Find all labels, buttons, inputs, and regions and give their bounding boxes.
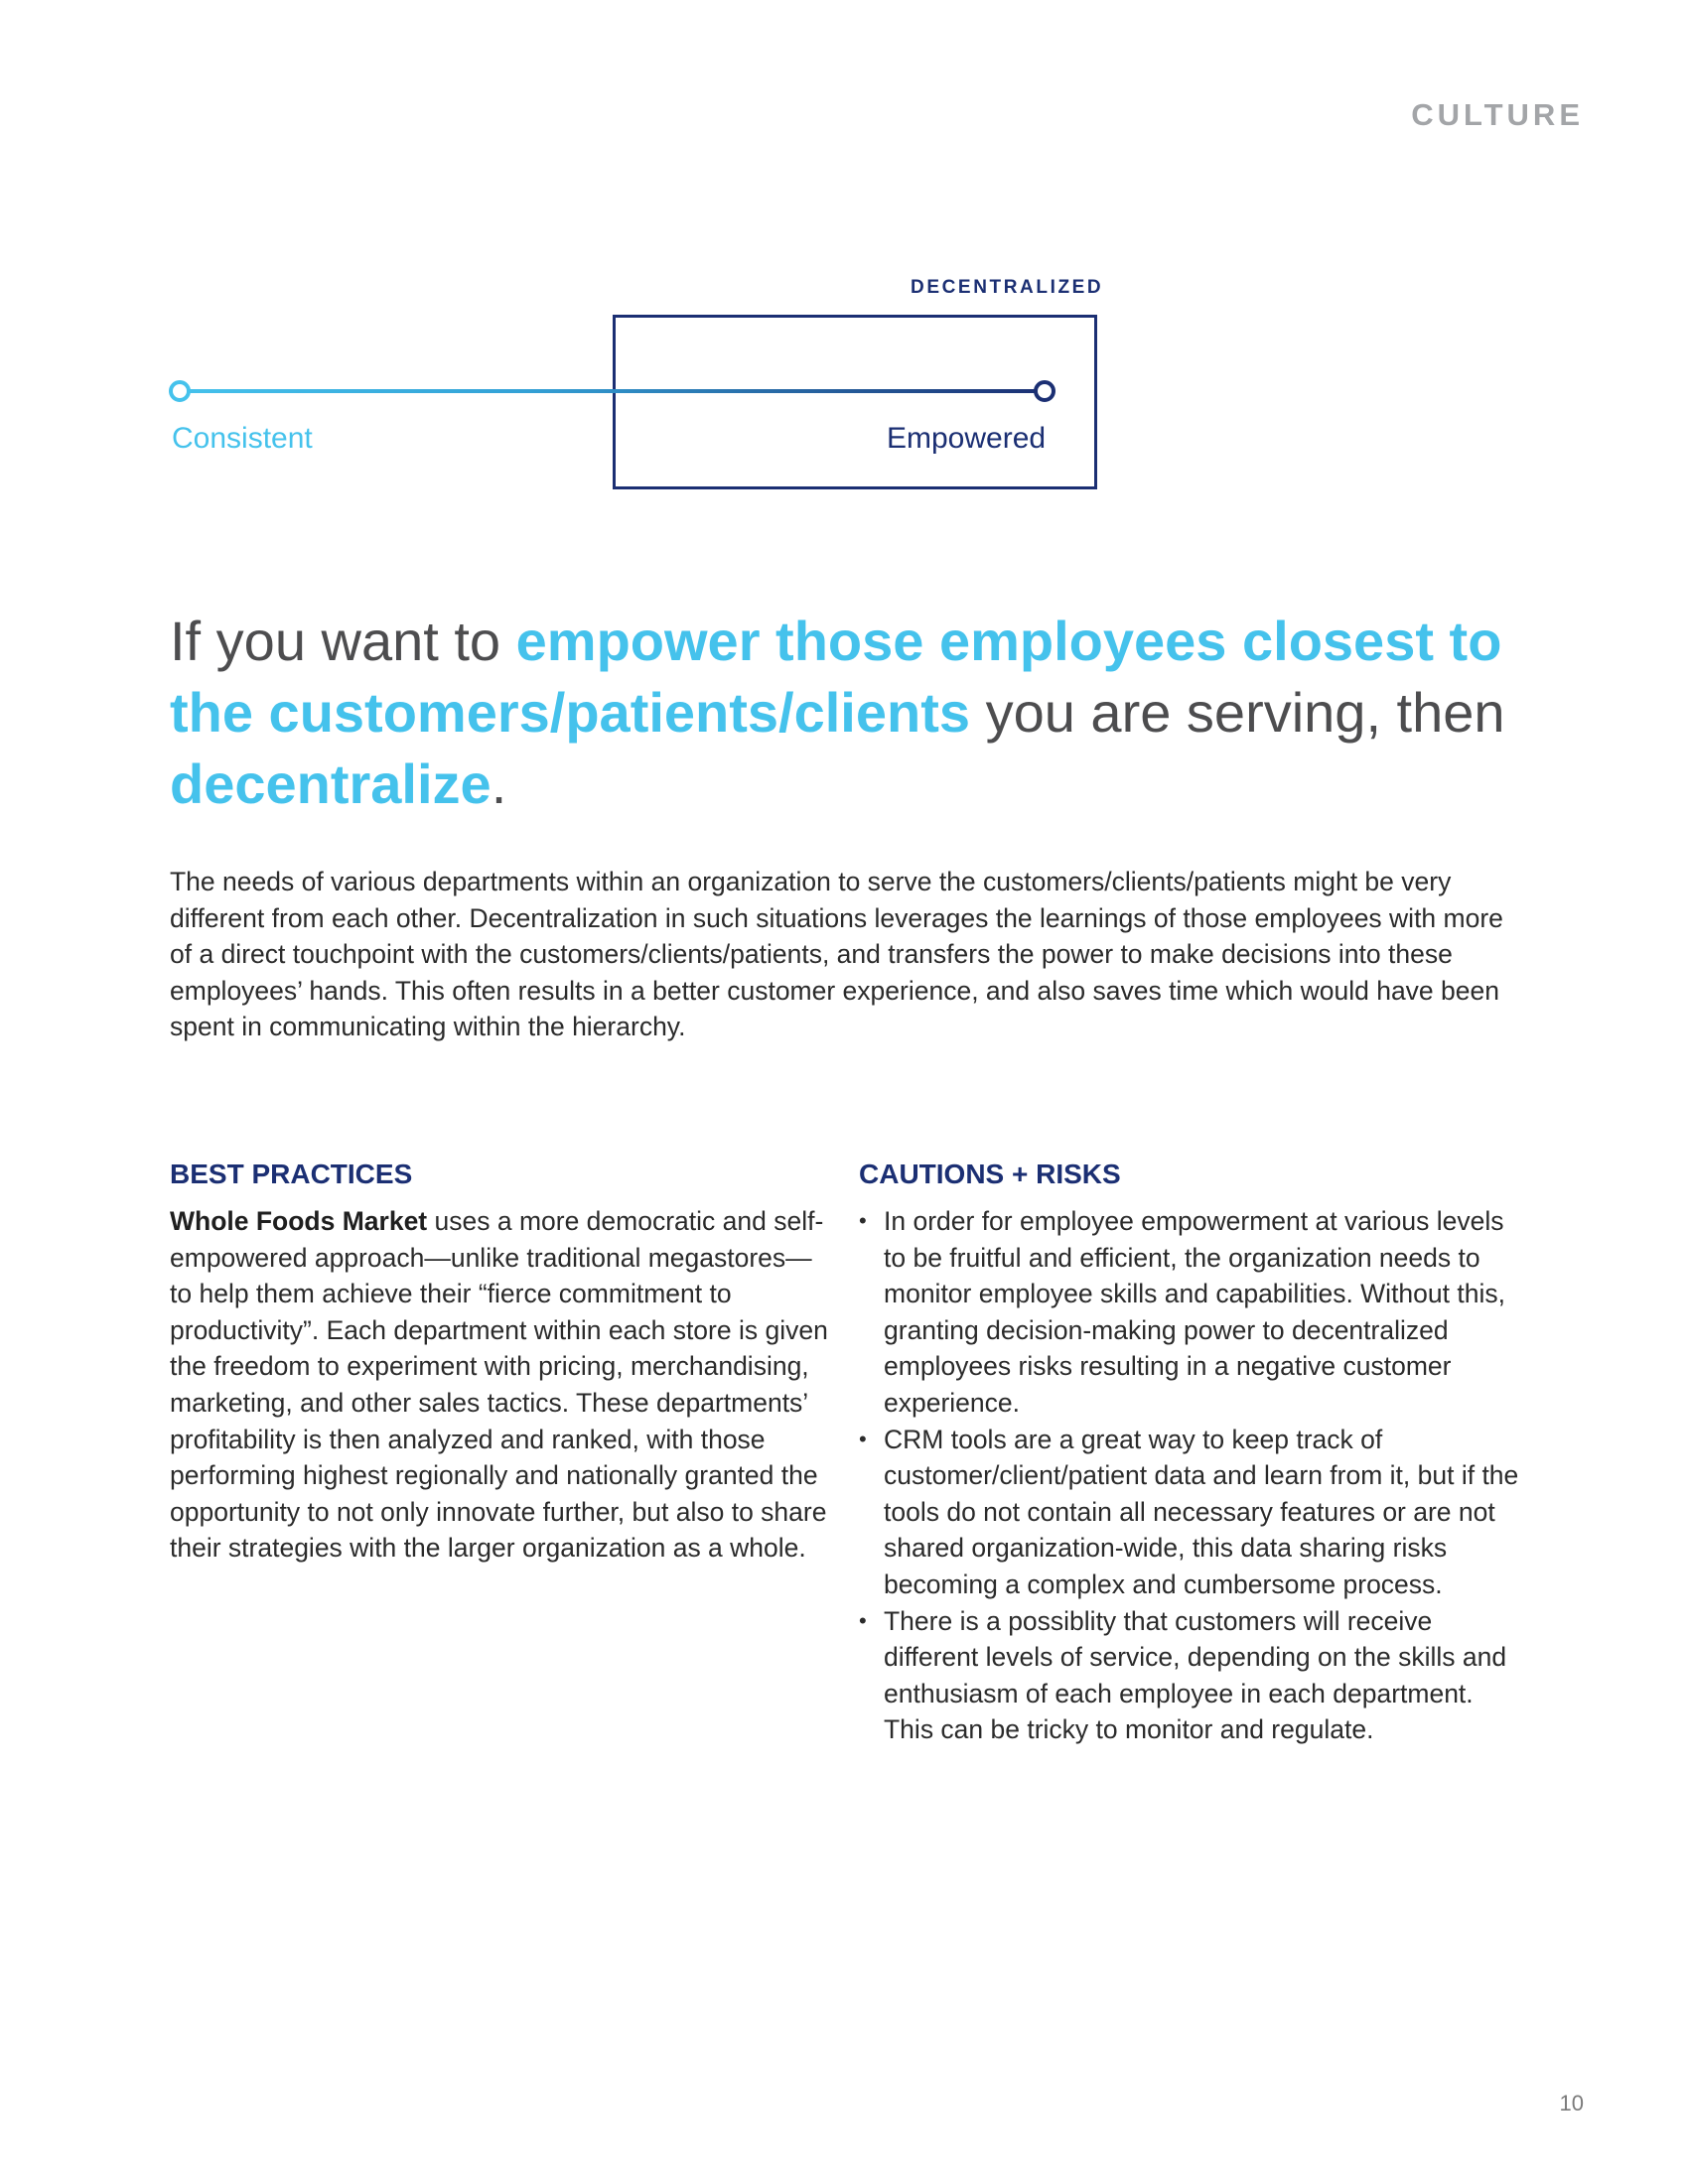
bullet-icon: • xyxy=(859,1208,867,1233)
bullet-icon: • xyxy=(859,1426,867,1451)
headline-highlight-1: empower those employees closest to the customers/patients/clients xyxy=(170,610,1502,744)
cautions-heading: CAUTIONS + RISKS xyxy=(859,1159,1121,1189)
list-item xyxy=(859,1603,1524,1748)
headline-text-2: you are serving, then xyxy=(970,681,1505,744)
list-item xyxy=(859,1203,1524,1422)
best-practices-body xyxy=(170,1203,830,1567)
headline-text-1: If you want to xyxy=(170,610,516,672)
list-item-text: There is a possiblity that customers will receive different levels of service, depending on the skills and enthusiasm of each employee in each department. This can be tricky to monitor and regulate. xyxy=(884,1605,1507,1745)
headline-text-3: . xyxy=(491,752,507,815)
page-headline xyxy=(170,606,1540,820)
intro-paragraph: The needs of various departments within an organization to serve the customers/clients/patients might be very different from each other. Decentralization in such situations leverages the learnings of those employees with more of a direct touchpoint with the customers/clients/patients, and transfers the power to make decisions into these employees’ hands. This often results in a better customer experience, and also saves time which would have been spent in communicating within the hierarchy. xyxy=(170,867,1503,1042)
best-practices-text: uses a more democratic and self-empowered approach—unlike traditional megastores—to help them achieve their “fierce commitment to productivity”. Each department within each store is given the freedom to experiment with pricing, merchandising, marketing, and other sales tactics. These departments’ profitability is then analyzed and ranked, with those performing highest regionally and nationally granted the opportunity to not only innovate further, but also to share their strategies with the larger organization as a whole. xyxy=(170,1206,828,1564)
spectrum-diagram xyxy=(0,0,1688,516)
list-item-text: In order for employee empowerment at various levels to be fruitful and efficient, the organization needs to monitor employee skills and capabilities. Without this, granting decision-making power to decentralized employees risks resulting in a negative customer experience. xyxy=(884,1206,1505,1418)
decentralized-highlight-box xyxy=(613,315,1097,489)
decentralized-label: DECENTRALIZED xyxy=(911,277,1104,298)
section-tag: CULTURE xyxy=(1411,97,1584,132)
cautions-list xyxy=(859,1203,1524,1748)
page-number: 10 xyxy=(1559,2091,1584,2116)
spectrum-start-dot xyxy=(169,380,191,402)
company-name: Whole Foods Market xyxy=(170,1206,428,1236)
spectrum-line xyxy=(177,389,1045,393)
empowered-label: Empowered xyxy=(887,422,1047,455)
headline-highlight-2: decentralize xyxy=(170,752,492,815)
list-item xyxy=(859,1422,1524,1603)
list-item-text: CRM tools are a great way to keep track of customer/client/patient data and learn from it, but if the tools do not contain all necessary features or are not shared organization-wide, this data sharing risks becoming a complex and cumbersome process. xyxy=(884,1424,1519,1599)
best-practices-heading: BEST PRACTICES xyxy=(170,1159,413,1189)
spectrum-end-dot xyxy=(1034,380,1055,402)
bullet-icon: • xyxy=(859,1607,867,1633)
consistent-label: Consistent xyxy=(172,422,313,455)
